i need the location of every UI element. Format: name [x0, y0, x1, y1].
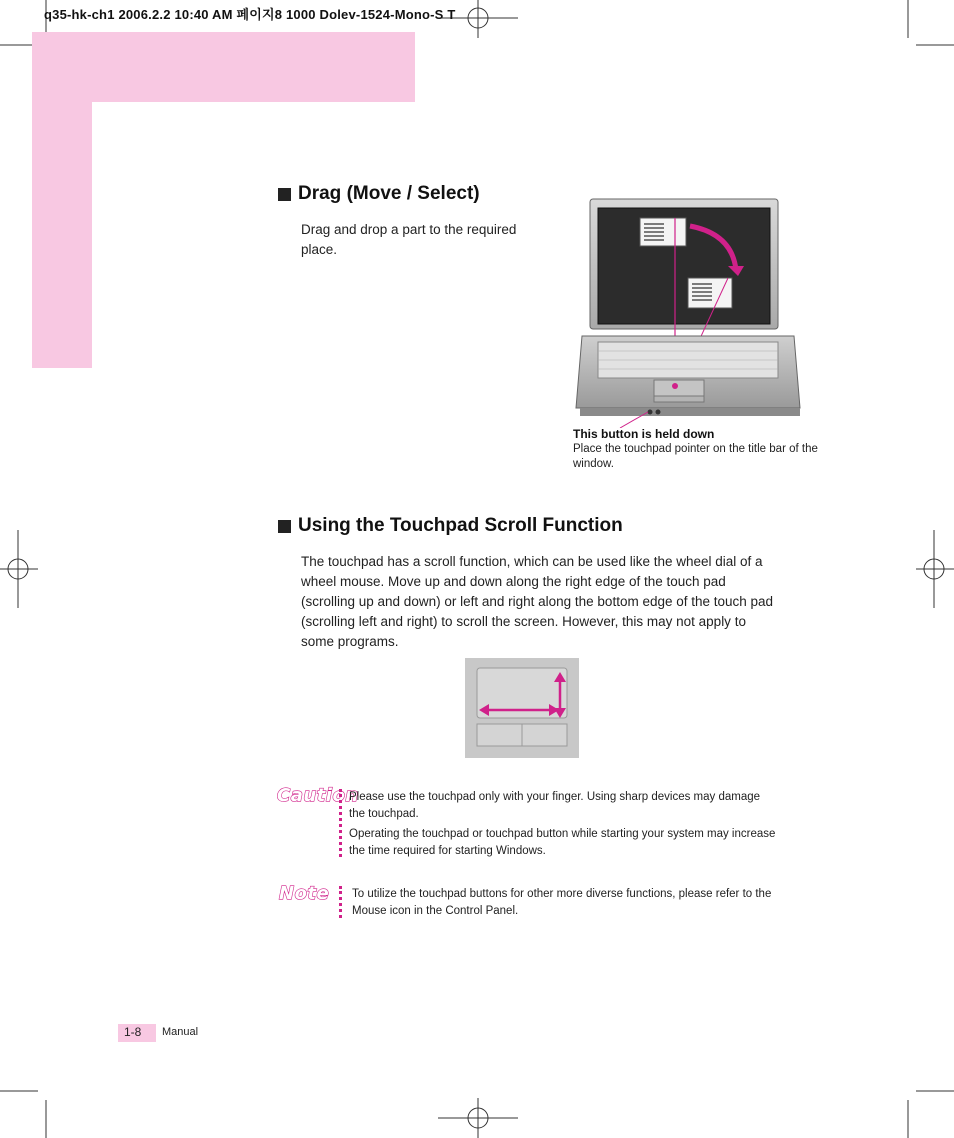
drag-caption-text: Place the touchpad pointer on the title bar of the window. — [573, 443, 818, 470]
chapter-side-band — [32, 102, 92, 368]
section-scroll-body: The touchpad has a scroll function, which can be used like the wheel dial of a wheel mouse. Move up and down along the right edge of the touch pad (scrolling up and down) or left and right along the bottom edge of the touch pad (scrolling left and right) to scroll the screen. However, this may not apply to some programs. — [301, 554, 774, 649]
print-header: q35-hk-ch1 2006.2.2 10:40 AM 페이지8 1000 Dolev-1524-Mono-S T — [44, 7, 456, 22]
note-badge: Note — [279, 883, 330, 904]
note-text: To utilize the touchpad buttons for other more diverse functions, please refer to the Mouse icon in the Control Panel. — [352, 888, 772, 917]
square-bullet-icon — [278, 520, 291, 533]
chapter-tab-band — [32, 32, 415, 102]
section-drag-title: Drag (Move / Select) — [298, 183, 480, 204]
page-number: 1-8 — [118, 1024, 156, 1042]
laptop-illustration — [572, 196, 804, 428]
page-footer-label: Manual — [162, 1026, 199, 1038]
caution-badge: Caution — [277, 785, 359, 806]
drag-caption-title: This button is held down — [573, 427, 715, 441]
section-drag-body: Drag and drop a part to the required place. — [301, 222, 517, 257]
section-drag-heading — [278, 183, 480, 205]
section-scroll-heading — [278, 515, 623, 537]
caution-item-1: Please use the touchpad only with your finger. Using sharp devices may damage the touchpad. — [349, 791, 761, 820]
caution-divider — [339, 789, 345, 857]
note-divider — [339, 886, 345, 918]
section-scroll-title: Using the Touchpad Scroll Function — [298, 515, 623, 536]
square-bullet-icon — [278, 188, 291, 201]
touchpad-illustration — [465, 658, 579, 758]
caution-item-2: Operating the touchpad or touchpad button while starting your system may increase the time required for starting Windows. — [349, 828, 776, 857]
